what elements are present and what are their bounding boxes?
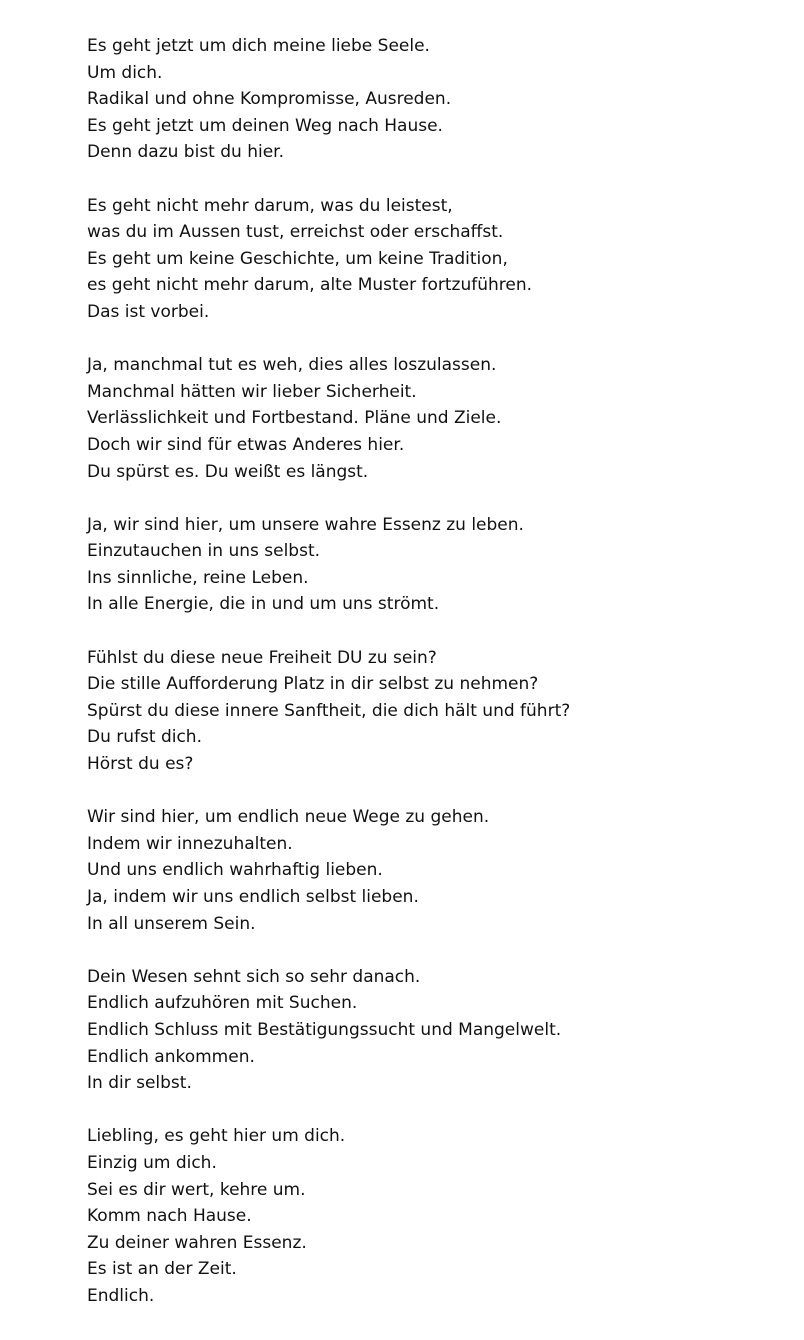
stanza-6 [87,804,787,937]
poem-line: Indem wir innezuhalten. [87,833,293,854]
poem-line: Hörst du es? [87,754,194,775]
stanza-7 [87,964,787,1097]
poem-line: Du spürst es. Du weißt es längst. [87,461,369,482]
stanza-5 [87,645,787,778]
poem-line: Doch wir sind für etwas Anderes hier. [87,434,405,455]
poem-line: Liebling, es geht hier um dich. [87,1126,346,1147]
poem-line: Fühlst du diese neue Freiheit DU zu sein? [87,647,437,668]
stanza-1 [87,33,787,166]
poem-text [87,33,787,1336]
stanza-2 [87,193,787,326]
poem-line: Radikal und ohne Kompromisse, Ausreden. [87,89,452,110]
poem-line: Ja, manchmal tut es weh, dies alles loszulassen. [87,355,497,376]
poem-line: Spürst du diese innere Sanftheit, die dich hält und führt? [87,700,571,721]
poem-line: Ja, wir sind hier, um unsere wahre Essenz zu leben. [87,514,524,535]
poem-line: Manchmal hätten wir lieber Sicherheit. [87,381,417,402]
poem-line: Ins sinnliche, reine Leben. [87,567,309,588]
poem-line: Die stille Aufforderung Platz in dir selbst zu nehmen? [87,674,539,695]
poem-line: Einzig um dich. [87,1152,217,1173]
poem-line: Verlässlichkeit und Fortbestand. Pläne und Ziele. [87,408,502,429]
poem-line: Dein Wesen sehnt sich so sehr danach. [87,966,421,987]
poem-line: Es ist an der Zeit. [87,1259,237,1280]
poem-line: Es geht nicht mehr darum, was du leistest, [87,195,453,216]
poem-line: Du rufst dich. [87,727,202,748]
poem-line: In dir selbst. [87,1073,192,1094]
poem-line: In all unserem Sein. [87,913,256,934]
poem-line: Endlich Schluss mit Bestätigungssucht und Mangelwelt. [87,1019,562,1040]
poem-line: was du im Aussen tust, erreichst oder erschaffst. [87,222,504,243]
poem-line: Endlich aufzuhören mit Suchen. [87,993,358,1014]
poem-line: Das ist vorbei. [87,301,210,322]
poem-line: Endlich ankommen. [87,1046,255,1067]
stanza-4 [87,512,787,618]
poem-line: Und uns endlich wahrhaftig lieben. [87,860,383,881]
poem-line: Es geht jetzt um dich meine liebe Seele. [87,36,430,56]
poem-line: In alle Energie, die in und um uns strömt. [87,594,440,615]
poem-line: Denn dazu bist du hier. [87,142,285,163]
poem-line: Zu deiner wahren Essenz. [87,1232,307,1253]
poem-line: Um dich. [87,62,163,83]
poem-line: Komm nach Hause. [87,1206,252,1227]
poem-line: Wir sind hier, um endlich neue Wege zu gehen. [87,807,490,828]
poem-line: Es geht jetzt um deinen Weg nach Hause. [87,115,443,136]
poem-line: Endlich. [87,1285,155,1306]
poem-line: Sei es dir wert, kehre um. [87,1179,306,1200]
stanza-3 [87,352,787,485]
stanza-8 [87,1123,787,1309]
poem-line: es geht nicht mehr darum, alte Muster fortzuführen. [87,275,533,296]
poem-line: Einzutauchen in uns selbst. [87,541,321,562]
poem-line: Ja, indem wir uns endlich selbst lieben. [87,887,419,907]
poem-line: Es geht um keine Geschichte, um keine Tradition, [87,248,508,269]
